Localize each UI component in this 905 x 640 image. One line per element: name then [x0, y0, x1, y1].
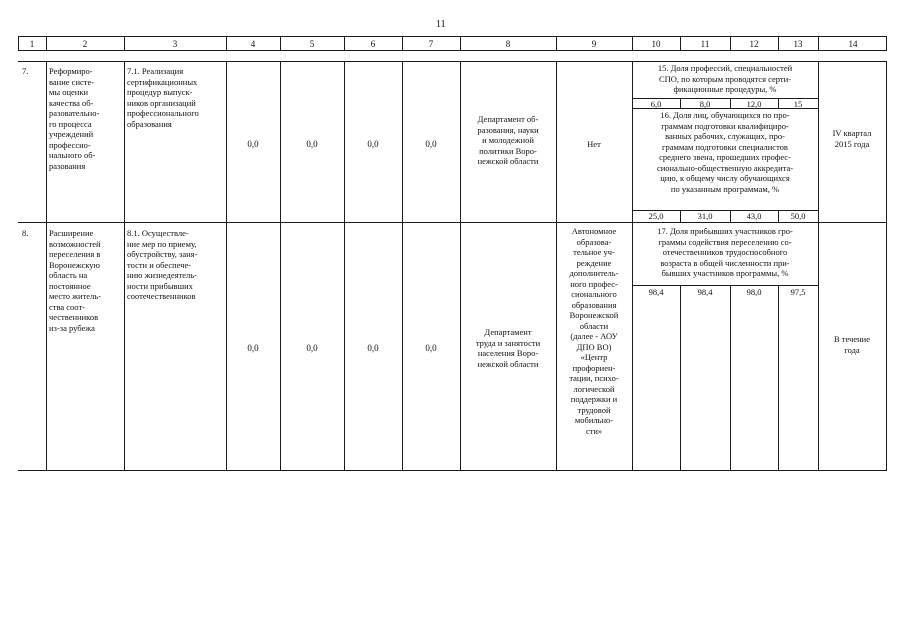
header-cell: 9 — [591, 39, 597, 49]
indicator-value: 97,5 — [790, 287, 806, 297]
page-number: 11 — [436, 19, 446, 30]
header-cell: 12 — [749, 39, 759, 49]
indicator-17: 17. Доля прибывших участников гро- граммы содействия переселению со- отечественников трудоспособного возраста в общей численности при- бывших участников программы, % — [657, 226, 793, 278]
indicator-value: 15 — [793, 99, 803, 109]
indicator-16: 16. Доля лиц, обучающихся по про- граммам подготовки квалифициро- ванных рабочих, служащих, про- граммам подготовки специалистов среднего звена, прошедших профес- сионально-общественную аккредита- цию, к общему числу обучающихся по указанным программам, % — [656, 110, 794, 194]
measure-text: Расширение возможностей переселения в Воронежскую область на постоянное место житель- ства соот- чественников из-за рубежа — [49, 228, 101, 333]
executor-text: Департамент об- разования, науки и молодежной политики Воро- нежской области — [477, 114, 539, 166]
header-cell: 2 — [82, 39, 88, 49]
executor-text: Департамент труда и занятости населения Воро- нежской области — [475, 327, 541, 369]
value-cell: 0,0 — [247, 343, 259, 353]
header-cell: 5 — [309, 39, 315, 49]
event-text: 8.1. Осуществле- ние мер по приему, обустройству, заня- тости и обеспече- нию жизнедеятель- ности прибывших соотечественников — [127, 228, 198, 301]
value-cell: 0,0 — [367, 139, 379, 149]
indicator-value: 43,0 — [746, 211, 762, 221]
term-text: В течение года — [834, 334, 870, 355]
indicator-value: 98,0 — [746, 287, 762, 297]
indicator-value: 6,0 — [650, 99, 662, 109]
indicator-value: 98,4 — [648, 287, 664, 297]
indicator-value: 98,4 — [697, 287, 713, 297]
header-cell: 6 — [370, 39, 376, 49]
header-cell: 11 — [700, 39, 710, 49]
header-cell: 14 — [848, 39, 858, 49]
measure-text: Реформиро- вание систе- мы оценки качества об- разовательно- го процесса учреждений профессио- нального об- разования — [49, 66, 100, 171]
value-cell: 0,0 — [425, 343, 437, 353]
indicator-value: 50,0 — [790, 211, 806, 221]
value-cell: 0,0 — [306, 139, 318, 149]
indicator-value: 8,0 — [699, 99, 711, 109]
indicator-value: 25,0 — [648, 211, 664, 221]
value-cell: 0,0 — [247, 139, 259, 149]
value-cell: 0,0 — [367, 343, 379, 353]
row-number: 8. — [22, 228, 29, 238]
header-cell: 8 — [505, 39, 511, 49]
header-cell: 7 — [428, 39, 434, 49]
event-text: 7.1. Реализация сертификационных процедур выпуск- ников организаций профессионального образования — [127, 66, 199, 129]
indicator-value: 31,0 — [697, 211, 713, 221]
participant-text: Нет — [587, 139, 601, 149]
header-cell: 3 — [172, 39, 178, 49]
header-cell: 13 — [793, 39, 803, 49]
indicator-15: 15. Доля профессий, специальностей СПО, по которым проводятся серти- фикационные процедуры, % — [657, 63, 793, 94]
header-cell: 1 — [29, 39, 35, 49]
value-cell: 0,0 — [425, 139, 437, 149]
header-cell: 10 — [651, 39, 661, 49]
indicator-value: 12,0 — [746, 99, 762, 109]
term-text: IV квартал 2015 года — [832, 128, 872, 149]
row-number: 7. — [22, 66, 29, 76]
value-cell: 0,0 — [306, 343, 318, 353]
participant-text: Автономное образова- тельное уч- реждение дополнитель- ного профес- сионального образования Воронежской области (далее - АОУ ДПО ВО) «Центр профориен- тации, психо- логической поддержки и трудовой мобильно- сти» — [569, 226, 619, 436]
header-cell: 4 — [250, 39, 256, 49]
